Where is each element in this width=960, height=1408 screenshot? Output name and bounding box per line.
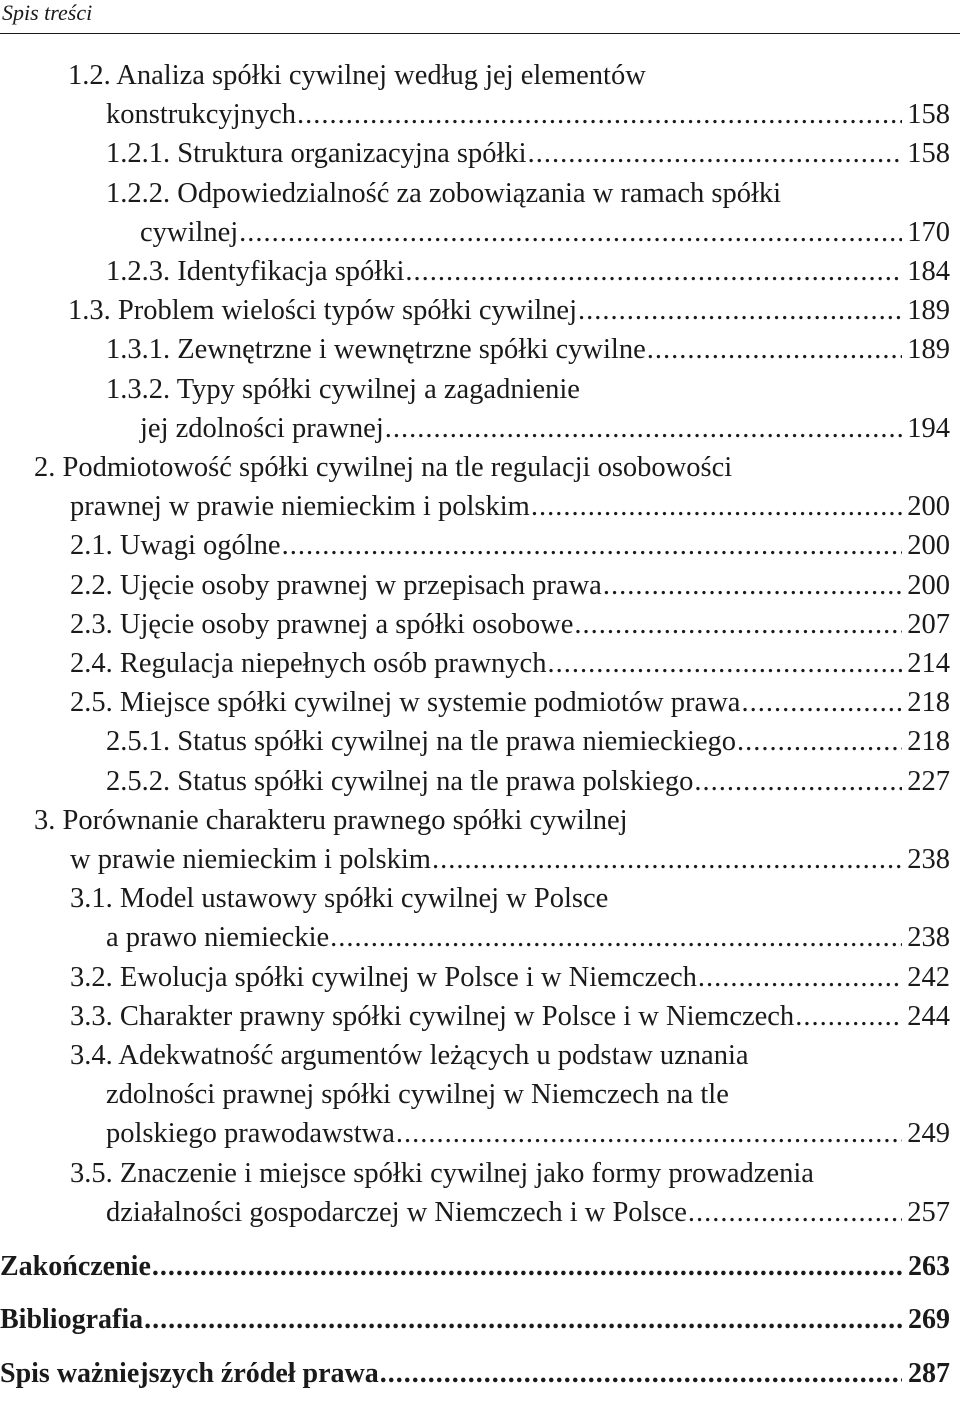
dot-leader <box>528 134 902 173</box>
toc-entry-title-line: 3.4. Adekwatność argumentów leżących u podstaw uznania <box>70 1040 749 1072</box>
page-number: 200 <box>907 530 950 562</box>
page-number: 238 <box>907 844 950 876</box>
toc-entry-row <box>0 762 950 801</box>
toc-entry-title-line: 2.4. Regulacja niepełnych osób prawnych <box>70 648 547 680</box>
page-number: 238 <box>907 922 950 954</box>
toc-entry <box>0 683 960 722</box>
toc-entry <box>0 644 960 683</box>
toc-entry-row <box>0 1300 950 1339</box>
page-number: 263 <box>908 1251 950 1283</box>
toc-entry-title-line: 3.1. Model ustawowy spółki cywilnej w Polsce <box>70 883 609 915</box>
dot-leader <box>688 1193 902 1232</box>
toc-entry-row <box>0 840 950 879</box>
dot-leader <box>396 1114 902 1153</box>
toc-entry-row <box>0 487 950 526</box>
toc-entry-row <box>0 722 950 761</box>
toc-entry <box>0 801 960 879</box>
header-title: Spis treści <box>2 0 93 25</box>
page-number: 158 <box>907 138 950 170</box>
running-header <box>0 0 960 34</box>
toc-entry-title-line: działalności gospodarczej w Niemczech i w Polsce <box>106 1196 687 1228</box>
page-number: 249 <box>907 1118 950 1150</box>
dot-leader <box>578 291 902 330</box>
toc-entry <box>0 997 960 1036</box>
toc-entry-row <box>0 566 950 605</box>
toc-entry <box>0 56 960 134</box>
dot-leader <box>282 526 902 565</box>
toc-entry-title-line: Bibliografia <box>0 1304 144 1336</box>
toc-entry-title-line: 2.3. Ujęcie osoby prawnej a spółki osobowe <box>70 608 574 640</box>
page-number: 200 <box>907 569 950 601</box>
toc-entry-row <box>0 330 950 369</box>
toc-entry <box>0 722 960 761</box>
dot-leader <box>432 840 902 879</box>
toc-entry-title-line: Zakończenie <box>0 1251 151 1283</box>
page-number: 257 <box>907 1196 950 1228</box>
toc-entry-title-line: 1.3.2. Typy spółki cywilnej a zagadnienie <box>106 373 580 405</box>
toc-entry-row <box>0 997 950 1036</box>
toc-entry-title-line: 2.2. Ujęcie osoby prawnej w przepisach prawa <box>70 569 602 601</box>
toc-entry-row <box>0 1247 950 1286</box>
toc-entry <box>0 605 960 644</box>
page-number: 189 <box>907 295 950 327</box>
dot-leader <box>647 330 902 369</box>
page-number: 214 <box>907 648 950 680</box>
page-number: 269 <box>908 1304 950 1336</box>
toc-entry-row <box>0 1354 950 1393</box>
dot-leader <box>741 683 902 722</box>
toc-entry-title-line: 2.5. Miejsce spółki cywilnej w systemie podmiotów prawa <box>70 687 741 719</box>
toc-entry <box>0 134 960 173</box>
page-number: 227 <box>907 765 950 797</box>
toc-entry-row <box>0 1193 950 1232</box>
page-number: 194 <box>907 412 950 444</box>
page-number: 242 <box>907 961 950 993</box>
toc-entry-title-line: konstrukcyjnych <box>106 99 296 131</box>
page-number: 200 <box>907 491 950 523</box>
toc-entry <box>0 252 960 291</box>
dot-leader <box>239 213 902 252</box>
dot-leader <box>330 918 902 957</box>
dot-leader <box>694 762 902 801</box>
dot-leader <box>737 722 902 761</box>
toc-entry <box>0 448 960 526</box>
toc-entry-row <box>0 1114 950 1153</box>
toc-entry-row <box>0 644 950 683</box>
toc-entry-title-line: 3. Porównanie charakteru prawnego spółki cywilnej <box>34 804 628 836</box>
toc-entry-row <box>0 526 950 565</box>
toc-entry-row <box>0 918 950 957</box>
toc-entry-title-line: zdolności prawnej spółki cywilnej w Niemczech na tle <box>106 1079 729 1111</box>
dot-leader <box>795 997 902 1036</box>
toc-entry <box>0 1036 960 1154</box>
toc-entry-title-line: polskiego prawodawstwa <box>106 1118 395 1150</box>
toc-entry-title-line: 1.2.3. Identyfikacja spółki <box>106 256 405 288</box>
toc-entry-row <box>0 683 950 722</box>
page-number: 244 <box>907 1000 950 1032</box>
dot-leader <box>547 644 902 683</box>
toc-entry-title-line: 2.5.2. Status spółki cywilnej na tle prawa polskiego <box>106 765 694 797</box>
dot-leader <box>152 1247 902 1286</box>
toc-entry-title-line: 1.3.1. Zewnętrzne i wewnętrzne spółki cywilne <box>106 334 646 366</box>
toc-entry <box>0 1300 960 1339</box>
toc-entry-row <box>0 134 950 173</box>
toc-entry-row <box>0 213 950 252</box>
dot-leader <box>531 487 902 526</box>
toc-entry <box>0 174 960 252</box>
toc-entry-row <box>0 958 950 997</box>
dot-leader <box>603 566 902 605</box>
page-number: 158 <box>907 99 950 131</box>
toc-entry-title-line: 2.1. Uwagi ogólne <box>70 530 281 562</box>
dot-leader <box>385 409 902 448</box>
toc-entry-title-line: 1.2.1. Struktura organizacyjna spółki <box>106 138 527 170</box>
toc-entry <box>0 762 960 801</box>
toc-entry <box>0 566 960 605</box>
dot-leader <box>698 958 902 997</box>
toc-entry-title-line: jej zdolności prawnej <box>140 412 384 444</box>
page-number: 218 <box>907 687 950 719</box>
toc-entry-title-line: 2.5.1. Status spółki cywilnej na tle prawa niemieckiego <box>106 726 737 758</box>
toc-entry <box>0 1247 960 1286</box>
toc-entry <box>0 1354 960 1393</box>
page-number: 189 <box>907 334 950 366</box>
toc-entry-title-line: a prawo niemieckie <box>106 922 330 954</box>
dot-leader <box>380 1354 902 1393</box>
toc-entry-row <box>0 252 950 291</box>
toc-entry <box>0 958 960 997</box>
toc-entry-title-line: 3.3. Charakter prawny spółki cywilnej w Polsce i w Niemczech <box>70 1000 795 1032</box>
toc-entry <box>0 1154 960 1232</box>
toc-entry-title-line: cywilnej <box>140 216 239 248</box>
toc-entry-title-line: 3.2. Ewolucja spółki cywilnej w Polsce i w Niemczech <box>70 961 697 993</box>
toc-entry-row <box>0 291 950 330</box>
toc-entry <box>0 291 960 330</box>
dot-leader <box>297 95 902 134</box>
dot-leader <box>144 1300 902 1339</box>
table-of-contents <box>0 56 960 1393</box>
toc-entry <box>0 370 960 448</box>
page-number: 287 <box>908 1357 950 1389</box>
toc-entry-title-line: prawnej w prawie niemieckim i polskim <box>70 491 530 523</box>
toc-entry-title-line: Spis ważniejszych źródeł prawa <box>0 1357 379 1389</box>
toc-entry-title-line: 1.2. Analiza spółki cywilnej według jej elementów <box>68 60 646 91</box>
toc-entry <box>0 526 960 565</box>
toc-entry-title-line: w prawie niemieckim i polskim <box>70 844 431 876</box>
page-number: 207 <box>907 608 950 640</box>
page-number: 184 <box>907 256 950 288</box>
dot-leader <box>574 605 902 644</box>
page-number: 170 <box>907 216 950 248</box>
toc-entry-title-line: 3.5. Znaczenie i miejsce spółki cywilnej jako formy prowadzenia <box>70 1157 814 1189</box>
toc-entry-title-line: 1.3. Problem wielości typów spółki cywilnej <box>68 295 577 327</box>
toc-entry-row <box>0 605 950 644</box>
page-number: 218 <box>907 726 950 758</box>
toc-entry-row <box>0 95 950 134</box>
toc-entry <box>0 330 960 369</box>
toc-entry-title-line: 1.2.2. Odpowiedzialność za zobowiązania w ramach spółki <box>106 177 782 209</box>
dot-leader <box>405 252 902 291</box>
toc-entry-title-line: 2. Podmiotowość spółki cywilnej na tle regulacji osobowości <box>34 452 733 484</box>
toc-entry-row <box>0 409 950 448</box>
toc-entry <box>0 879 960 957</box>
